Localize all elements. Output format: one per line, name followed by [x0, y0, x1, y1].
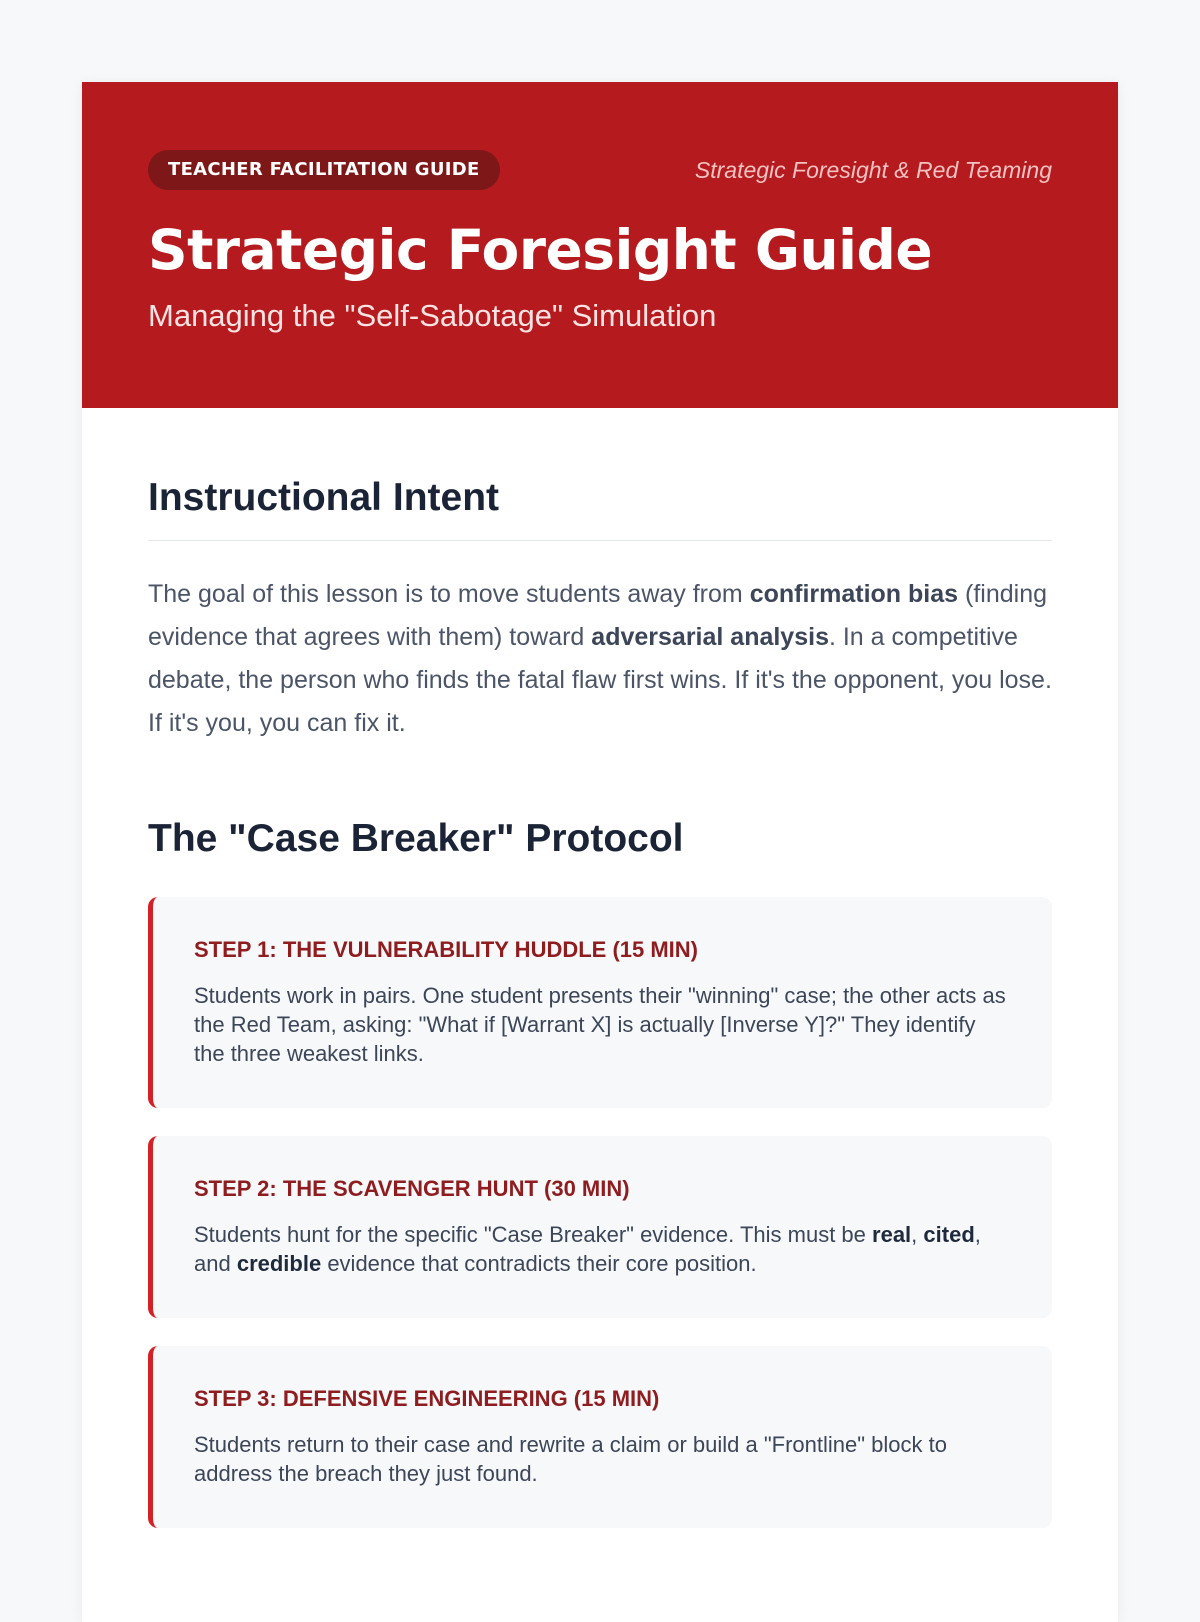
step-title: STEP 3: DEFENSIVE ENGINEERING (15 MIN) — [194, 1386, 660, 1411]
intent-bold-1: confirmation bias — [749, 580, 959, 608]
guide-page — [82, 82, 1118, 1622]
page-title: Strategic Foresight Guide — [148, 218, 933, 282]
step-card-3 — [148, 1346, 1052, 1528]
intent-text-1: The goal of this lesson is to move students away from — [148, 580, 750, 608]
step-title: STEP 1: THE VULNERABILITY HUDDLE (15 MIN) — [194, 937, 699, 962]
intent-text-3: . In a competitive debate, the person who finds the fatal flaw first wins. If it's the opponent, you lose. If it's you, you can fix it. — [148, 623, 1052, 737]
intent-heading: Instructional Intent — [148, 476, 1052, 541]
step-title: STEP 2: THE SCAVENGER HUNT (30 MIN) — [194, 1176, 630, 1201]
header-top-row — [148, 150, 1052, 190]
protocol-steps — [148, 897, 1052, 1528]
step-card-1 — [148, 897, 1052, 1108]
protocol-heading: The "Case Breaker" Protocol — [148, 817, 684, 860]
step-text: , and — [194, 1222, 981, 1276]
intent-bold-2: adversarial analysis — [591, 623, 829, 651]
step-card-2 — [148, 1136, 1052, 1318]
step-text: evidence that contradicts their core position. — [321, 1251, 757, 1276]
step-description — [194, 1220, 1012, 1278]
header-banner — [82, 82, 1118, 408]
step-bold: credible — [236, 1251, 322, 1276]
intent-text-2: (finding evidence that agrees with them) toward — [148, 580, 1048, 651]
main-content — [82, 408, 1118, 1528]
header-topic-tag: Strategic Foresight & Red Teaming — [694, 156, 1052, 183]
step-text: Students hunt for the specific "Case Breaker" evidence. This must be — [194, 1222, 873, 1247]
step-description: Students work in pairs. One student presents their "winning" case; the other acts as the Red Team, asking: "What if [Warrant X] is actually [Inverse Y]?" They identify the three weakest links. — [194, 983, 1006, 1066]
step-bold: cited — [923, 1222, 975, 1247]
page-subtitle: Managing the "Self-Sabotage" Simulation — [148, 298, 717, 333]
step-bold: real — [872, 1222, 912, 1247]
step-description: Students return to their case and rewrite a claim or build a "Frontline" block to address the breach they just found. — [194, 1432, 947, 1486]
step-text: , — [911, 1222, 924, 1247]
guide-type-badge: TEACHER FACILITATION GUIDE — [148, 150, 500, 190]
intent-paragraph — [148, 573, 1052, 745]
